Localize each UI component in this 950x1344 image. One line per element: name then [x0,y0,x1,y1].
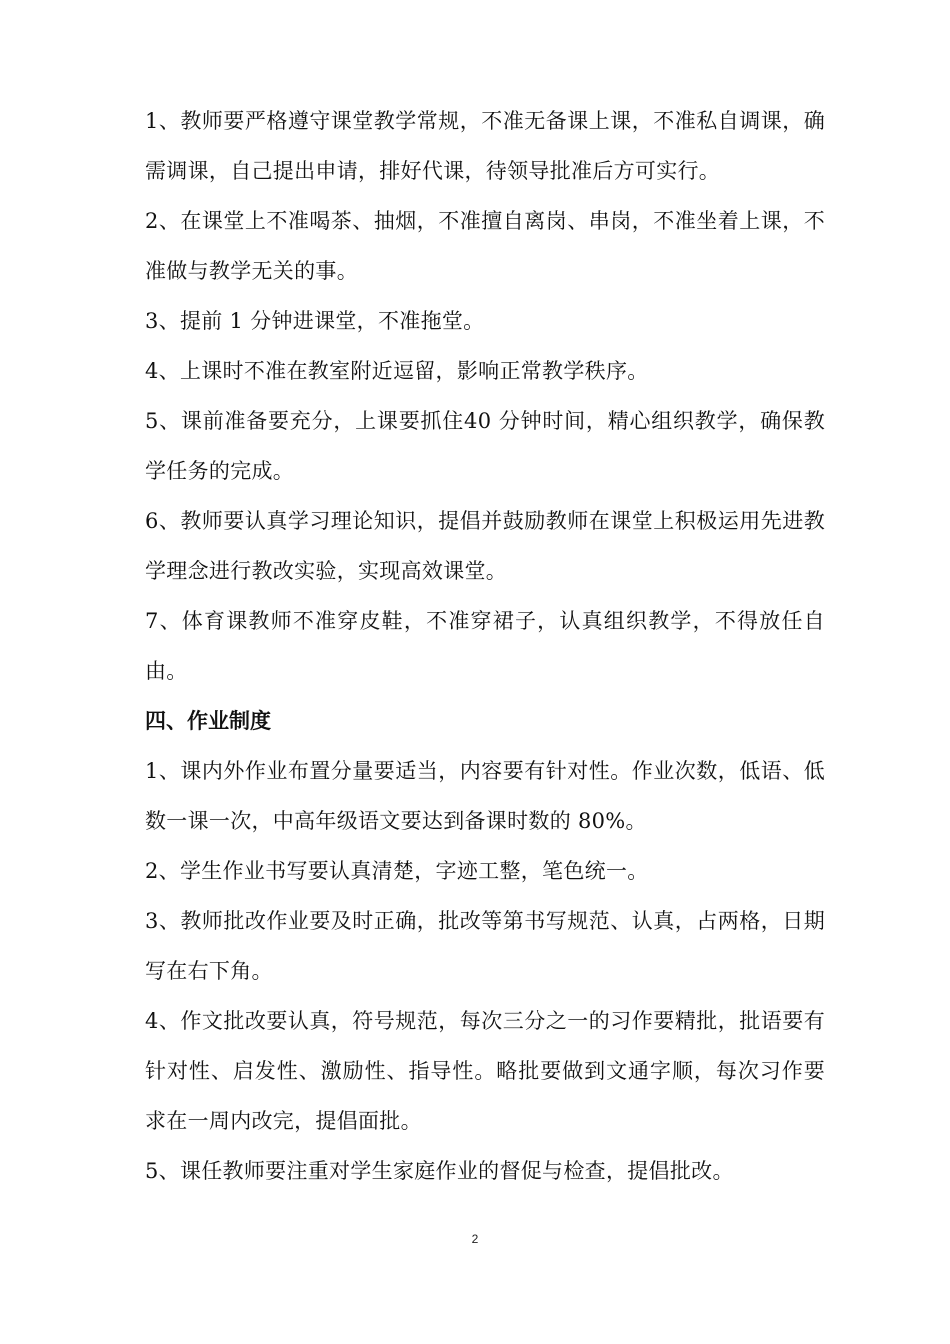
paragraph-2: 2、在课堂上不准喝茶、抽烟，不准擅自离岗、串岗，不准坐着上课，不准做与教学无关的事。 [145,209,825,283]
document-body [145,96,825,1196]
paragraph-7: 7、体育课教师不准穿皮鞋，不准穿裙子，认真组织教学，不得放任自由。 [145,609,825,683]
paragraph-4: 4、上课时不准在教室附近逗留，影响正常教学秩序。 [145,359,649,383]
paragraph-3: 3、提前 1 分钟进课堂，不准拖堂。 [145,309,485,333]
homework-paragraph-3: 3、教师批改作业要及时正确，批改等第书写规范、认真，占两格，日期写在右下角。 [145,909,825,983]
section-heading: 四、作业制度 [145,709,271,733]
homework-paragraph-5: 5、课任教师要注重对学生家庭作业的督促与检查，提倡批改。 [145,1159,734,1183]
homework-paragraph-1: 1、课内外作业布置分量要适当，内容要有针对性。作业次数，低语、低数一课一次，中高年级语文要达到备课时数的 80%。 [145,759,825,833]
homework-paragraph-2: 2、学生作业书写要认真清楚，字迹工整，笔色统一。 [145,859,649,883]
homework-paragraph-4: 4、作文批改要认真，符号规范，每次三分之一的习作要精批，批语要有针对性、启发性、激励性、指导性。略批要做到文通字顺，每次习作要求在一周内改完，提倡面批。 [145,1009,825,1133]
paragraph-5: 5、课前准备要充分，上课要抓住40 分钟时间，精心组织教学，确保教学任务的完成。 [145,409,825,483]
page-number: 2 [471,1232,479,1246]
paragraph-6: 6、教师要认真学习理论知识，提倡并鼓励教师在课堂上积极运用先进教学理念进行教改实验，实现高效课堂。 [145,509,825,583]
paragraph-1: 1、教师要严格遵守课堂教学常规，不准无备课上课，不准私自调课，确需调课，自己提出申请，排好代课，待领导批准后方可实行。 [145,109,825,183]
